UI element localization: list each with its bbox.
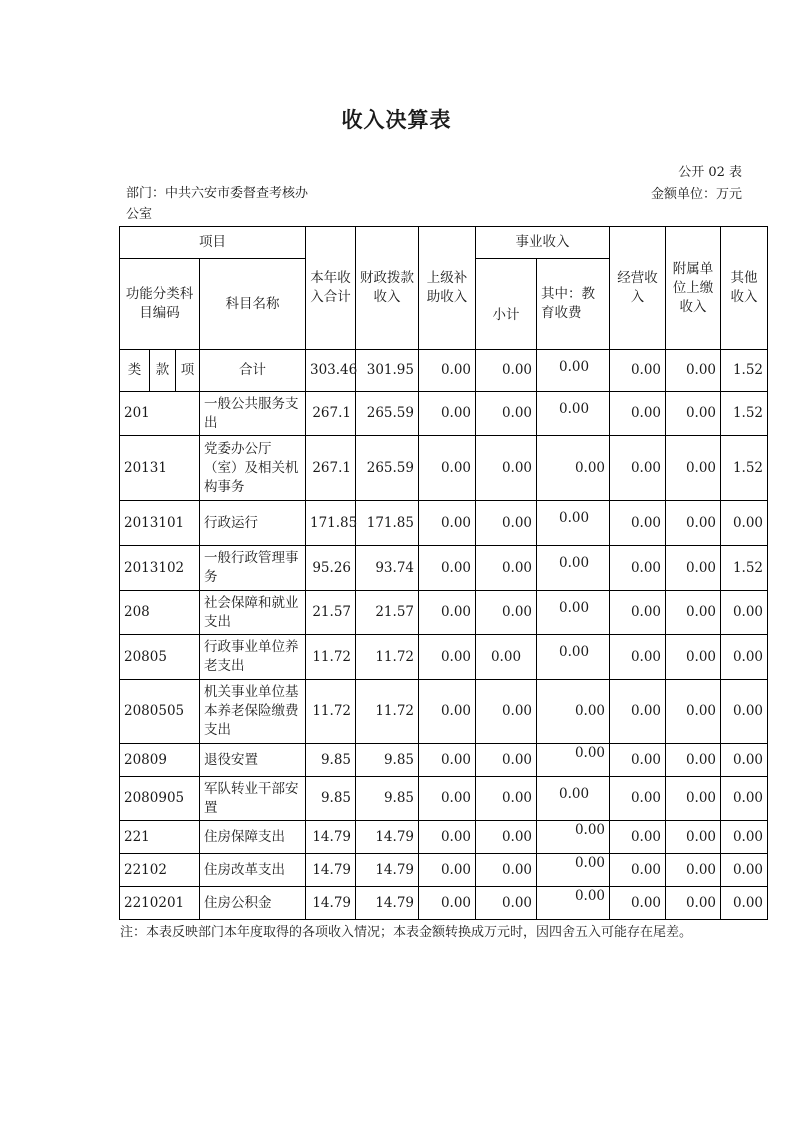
row-other: 0.00	[721, 635, 768, 680]
row-fiscal: 171.85	[356, 501, 419, 546]
row-other: 0.00	[721, 887, 768, 920]
row-0-other: 1.52	[721, 350, 768, 392]
row-affiliated: 0.00	[666, 854, 721, 887]
table-row	[120, 680, 768, 744]
row-total: 267.1	[306, 392, 356, 436]
row-code: 20805	[120, 635, 200, 680]
row-fiscal: 9.85	[356, 744, 419, 777]
row-code: 22102	[120, 854, 200, 887]
row-fiscal: 21.57	[356, 591, 419, 635]
header-kuan: 款	[150, 350, 176, 392]
row-total: 11.72	[306, 680, 356, 744]
row-edu: 0.00	[537, 436, 610, 501]
footnote: 注：本表反映部门本年度取得的各项收入情况；本表金额转换成万元时，因四舍五入可能存在尾差。	[120, 925, 693, 940]
row-affiliated: 0.00	[666, 821, 721, 854]
header-affiliated: 附属单位上缴收入	[666, 227, 721, 350]
row-subtotal: 0.00	[476, 854, 537, 887]
header-project: 项目	[120, 227, 306, 259]
row-other: 0.00	[721, 777, 768, 821]
row-other: 0.00	[721, 744, 768, 777]
table-row	[120, 635, 768, 680]
row-name: 一般行政管理事务	[200, 546, 306, 591]
header-annual-total: 本年收入合计	[306, 227, 356, 350]
row-name: 行政事业单位养老支出	[200, 635, 306, 680]
page-title: 收入决算表	[341, 107, 452, 132]
row-other: 0.00	[721, 591, 768, 635]
row-upper: 0.00	[419, 392, 476, 436]
row-upper: 0.00	[419, 821, 476, 854]
row-subtotal: 0.00	[476, 777, 537, 821]
row-operating: 0.00	[610, 635, 666, 680]
row-total: 171.85	[306, 501, 356, 546]
income-table	[119, 226, 768, 920]
row-0-total: 303.46	[306, 350, 356, 392]
row-other: 0.00	[721, 821, 768, 854]
row-fiscal: 14.79	[356, 821, 419, 854]
row-affiliated: 0.00	[666, 777, 721, 821]
table-row	[120, 854, 768, 887]
row-subtotal: 0.00	[476, 635, 537, 680]
header-business: 事业收入	[476, 227, 610, 259]
row-total: 9.85	[306, 777, 356, 821]
header-education: 其中：教育收费	[537, 259, 610, 350]
row-affiliated: 0.00	[666, 887, 721, 920]
row-other: 1.52	[721, 436, 768, 501]
row-other: 0.00	[721, 680, 768, 744]
row-operating: 0.00	[610, 392, 666, 436]
row-subtotal: 0.00	[476, 546, 537, 591]
row-name: 一般公共服务支出	[200, 392, 306, 436]
row-name: 住房公积金	[200, 887, 306, 920]
row-name: 社会保障和就业支出	[200, 591, 306, 635]
header-operating: 经营收入	[610, 227, 666, 350]
row-operating: 0.00	[610, 777, 666, 821]
row-code: 2210201	[120, 887, 200, 920]
header-func-code: 功能分类科目编码	[120, 259, 200, 350]
row-affiliated: 0.00	[666, 744, 721, 777]
row-name: 住房改革支出	[200, 854, 306, 887]
row-affiliated: 0.00	[666, 546, 721, 591]
row-name: 党委办公厅（室）及相关机构事务	[200, 436, 306, 501]
row-affiliated: 0.00	[666, 635, 721, 680]
row-edu: 0.00	[537, 591, 610, 635]
header-subtotal: 小计	[476, 259, 537, 350]
row-upper: 0.00	[419, 501, 476, 546]
department-label: 部门：中共六安市委督查考核办公室	[126, 186, 309, 222]
row-fiscal: 14.79	[356, 887, 419, 920]
header-xiang: 项	[176, 350, 200, 392]
row-subtotal: 0.00	[476, 392, 537, 436]
row-0-fiscal: 301.95	[356, 350, 419, 392]
row-other: 0.00	[721, 501, 768, 546]
row-edu: 0.00	[537, 392, 610, 436]
row-operating: 0.00	[610, 546, 666, 591]
row-code: 2080505	[120, 680, 200, 744]
row-total: 11.72	[306, 635, 356, 680]
row-operating: 0.00	[610, 436, 666, 501]
row-affiliated: 0.00	[666, 591, 721, 635]
row-fiscal: 9.85	[356, 777, 419, 821]
row-code: 208	[120, 591, 200, 635]
row-fiscal: 14.79	[356, 854, 419, 887]
row-operating: 0.00	[610, 680, 666, 744]
row-operating: 0.00	[610, 821, 666, 854]
row-0-upper: 0.00	[419, 350, 476, 392]
row-other: 0.00	[721, 854, 768, 887]
row-name: 军队转业干部安置	[200, 777, 306, 821]
row-subtotal: 0.00	[476, 436, 537, 501]
row-code: 2080905	[120, 777, 200, 821]
row-edu: 0.00	[537, 744, 610, 777]
row-fiscal: 265.59	[356, 392, 419, 436]
row-total: 267.1	[306, 436, 356, 501]
row-upper: 0.00	[419, 436, 476, 501]
row-total: 9.85	[306, 744, 356, 777]
row-fiscal: 93.74	[356, 546, 419, 591]
row-name: 行政运行	[200, 501, 306, 546]
row-affiliated: 0.00	[666, 680, 721, 744]
row-total: 14.79	[306, 854, 356, 887]
row-0-name: 合计	[200, 350, 306, 392]
row-0-edu: 0.00	[537, 350, 610, 392]
row-edu: 0.00	[537, 821, 610, 854]
row-edu: 0.00	[537, 635, 610, 680]
row-affiliated: 0.00	[666, 436, 721, 501]
table-row	[120, 821, 768, 854]
table-row	[120, 436, 768, 501]
row-upper: 0.00	[419, 546, 476, 591]
row-fiscal: 265.59	[356, 436, 419, 501]
row-upper: 0.00	[419, 591, 476, 635]
row-subtotal: 0.00	[476, 744, 537, 777]
row-code: 20131	[120, 436, 200, 501]
row-operating: 0.00	[610, 854, 666, 887]
header-lei: 类	[120, 350, 150, 392]
row-fiscal: 11.72	[356, 680, 419, 744]
row-code: 2013101	[120, 501, 200, 546]
row-upper: 0.00	[419, 744, 476, 777]
row-subtotal: 0.00	[476, 887, 537, 920]
row-subtotal: 0.00	[476, 821, 537, 854]
row-operating: 0.00	[610, 591, 666, 635]
row-edu: 0.00	[537, 777, 610, 821]
row-upper: 0.00	[419, 680, 476, 744]
row-operating: 0.00	[610, 744, 666, 777]
table-row	[120, 501, 768, 546]
row-name: 退役安置	[200, 744, 306, 777]
row-edu: 0.00	[537, 546, 610, 591]
row-edu: 0.00	[537, 887, 610, 920]
row-code: 221	[120, 821, 200, 854]
row-edu: 0.00	[537, 501, 610, 546]
row-other: 1.52	[721, 392, 768, 436]
row-name: 机关事业单位基本养老保险缴费支出	[200, 680, 306, 744]
row-affiliated: 0.00	[666, 392, 721, 436]
row-0-affiliated: 0.00	[666, 350, 721, 392]
row-total: 14.79	[306, 887, 356, 920]
table-row	[120, 392, 768, 436]
header-other: 其他收入	[721, 227, 768, 350]
header-subject-name: 科目名称	[200, 259, 306, 350]
row-code: 2013102	[120, 546, 200, 591]
row-other: 1.52	[721, 546, 768, 591]
row-upper: 0.00	[419, 887, 476, 920]
row-operating: 0.00	[610, 501, 666, 546]
row-upper: 0.00	[419, 854, 476, 887]
header-upper: 上级补助收入	[419, 227, 476, 350]
row-code: 201	[120, 392, 200, 436]
table-row	[120, 591, 768, 635]
row-total: 95.26	[306, 546, 356, 591]
table-code: 公开 02 表	[678, 165, 742, 180]
row-code: 20809	[120, 744, 200, 777]
row-fiscal: 11.72	[356, 635, 419, 680]
row-name: 住房保障支出	[200, 821, 306, 854]
unit-label: 金额单位：万元	[650, 187, 742, 202]
row-total: 21.57	[306, 591, 356, 635]
row-subtotal: 0.00	[476, 680, 537, 744]
row-edu: 0.00	[537, 854, 610, 887]
row-subtotal: 0.00	[476, 501, 537, 546]
row-0-operating: 0.00	[610, 350, 666, 392]
table-row	[120, 744, 768, 777]
row-affiliated: 0.00	[666, 501, 721, 546]
row-total: 14.79	[306, 821, 356, 854]
row-subtotal: 0.00	[476, 591, 537, 635]
table-row	[120, 546, 768, 591]
row-upper: 0.00	[419, 635, 476, 680]
row-edu: 0.00	[537, 680, 610, 744]
row-0-subtotal: 0.00	[476, 350, 537, 392]
row-operating: 0.00	[610, 887, 666, 920]
header-fiscal: 财政拨款收入	[356, 227, 419, 350]
table-row	[120, 777, 768, 821]
table-row	[120, 887, 768, 920]
row-upper: 0.00	[419, 777, 476, 821]
